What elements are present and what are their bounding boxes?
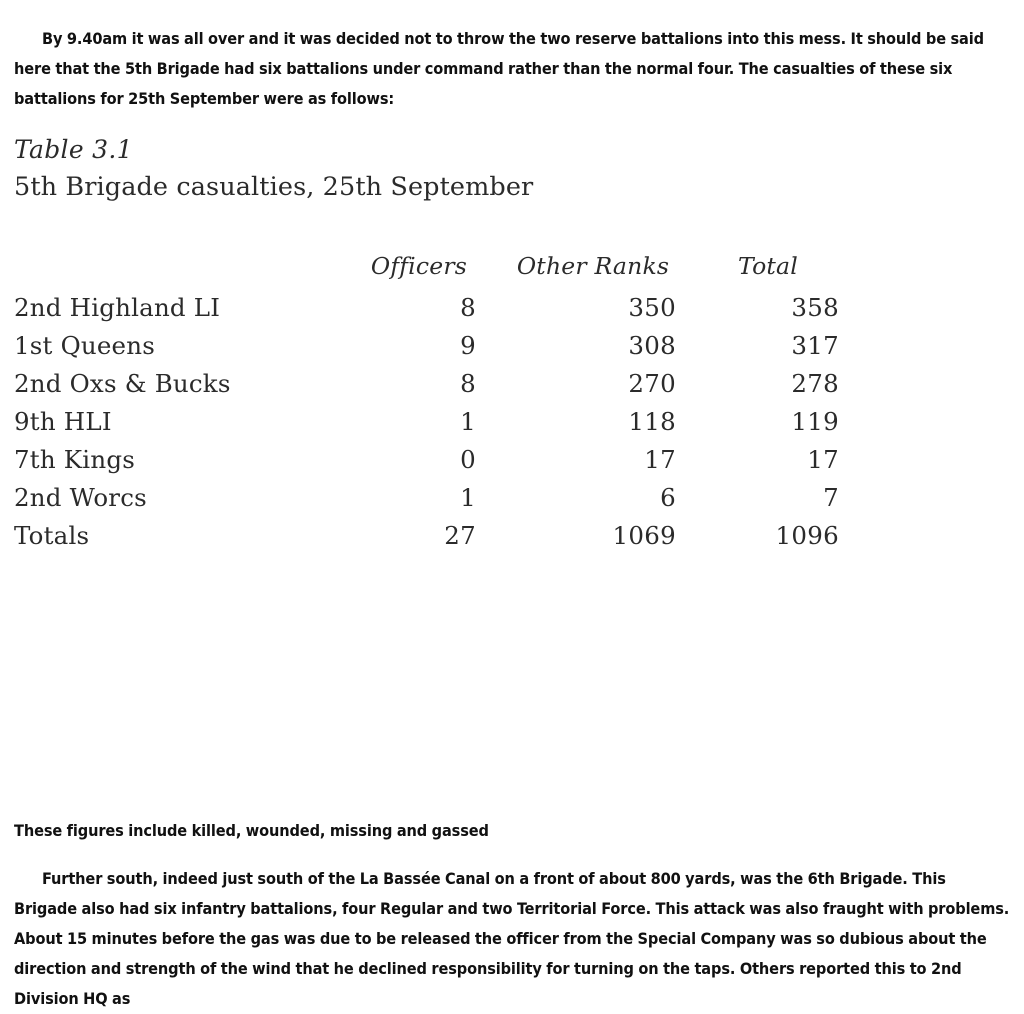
table-body <box>14 289 844 555</box>
table-title: 5th Brigade casualties, 25th September <box>14 172 534 202</box>
column-header-officers: Officers <box>370 252 468 280</box>
table-number-label: Table 3.1 <box>14 135 133 164</box>
cell-total: 7 <box>823 483 839 512</box>
cell-unit: 7th Kings <box>14 445 135 474</box>
cell-officers: 27 <box>444 521 476 550</box>
table-block <box>14 131 914 555</box>
table-row <box>14 365 844 403</box>
cell-other-ranks: 6 <box>660 483 676 512</box>
cell-total: 278 <box>791 369 839 398</box>
cell-total: 119 <box>791 407 839 436</box>
table-row <box>14 403 844 441</box>
cell-unit: 9th HLI <box>14 407 112 436</box>
column-header-unit <box>14 243 344 289</box>
casualties-table <box>14 243 844 555</box>
cell-officers: 1 <box>460 407 476 436</box>
cell-unit: 2nd Oxs & Bucks <box>14 369 231 398</box>
table-row-totals <box>14 517 844 555</box>
cell-officers: 1 <box>460 483 476 512</box>
cell-other-ranks: 17 <box>644 445 676 474</box>
cell-other-ranks: 308 <box>628 331 676 360</box>
cell-unit: 2nd Highland LI <box>14 293 221 322</box>
bottom-paragraph: Further south, indeed just south of the La Bassée Canal on a front of about 800 yards, was the 6th Brigade. This Brigade also had six infantry battalions, four Regular and two Territorial Force. This attack was also fraught with problems. About 15 minutes before the gas was due to be released the officer from the Special Company was so dubious about the direction and strength of the wind that he declined responsibility for turning on the taps. Others reported this to 2nd Division HQ as <box>14 869 1010 1009</box>
table-row <box>14 441 844 479</box>
table-row <box>14 289 844 327</box>
cell-total: 17 <box>807 445 839 474</box>
column-header-total: Total <box>738 252 798 280</box>
cell-unit: 1st Queens <box>14 331 156 360</box>
cell-other-ranks: 1069 <box>612 521 676 550</box>
cell-officers: 8 <box>460 293 476 322</box>
table-row <box>14 327 844 365</box>
cell-total: 1096 <box>775 521 839 550</box>
cell-other-ranks: 350 <box>628 293 676 322</box>
cell-unit: Totals <box>14 521 90 550</box>
cell-total: 317 <box>791 331 839 360</box>
cell-officers: 9 <box>460 331 476 360</box>
cell-other-ranks: 118 <box>628 407 676 436</box>
cell-officers: 8 <box>460 369 476 398</box>
column-header-other-ranks: Other Ranks <box>516 252 670 280</box>
table-header-row <box>14 243 844 289</box>
top-paragraph: By 9.40am it was all over and it was decided not to throw the two reserve battalions into this mess. It should be said here that the 5th Brigade had six battalions under command rather than the normal four. The casualties of these six battalions for 25th September were as follows: <box>14 29 984 109</box>
table-row <box>14 479 844 517</box>
cell-officers: 0 <box>460 445 476 474</box>
cell-other-ranks: 270 <box>628 369 676 398</box>
cell-total: 358 <box>791 293 839 322</box>
table-footnote: These figures include killed, wounded, missing and gassed <box>14 821 489 841</box>
cell-unit: 2nd Worcs <box>14 483 147 512</box>
